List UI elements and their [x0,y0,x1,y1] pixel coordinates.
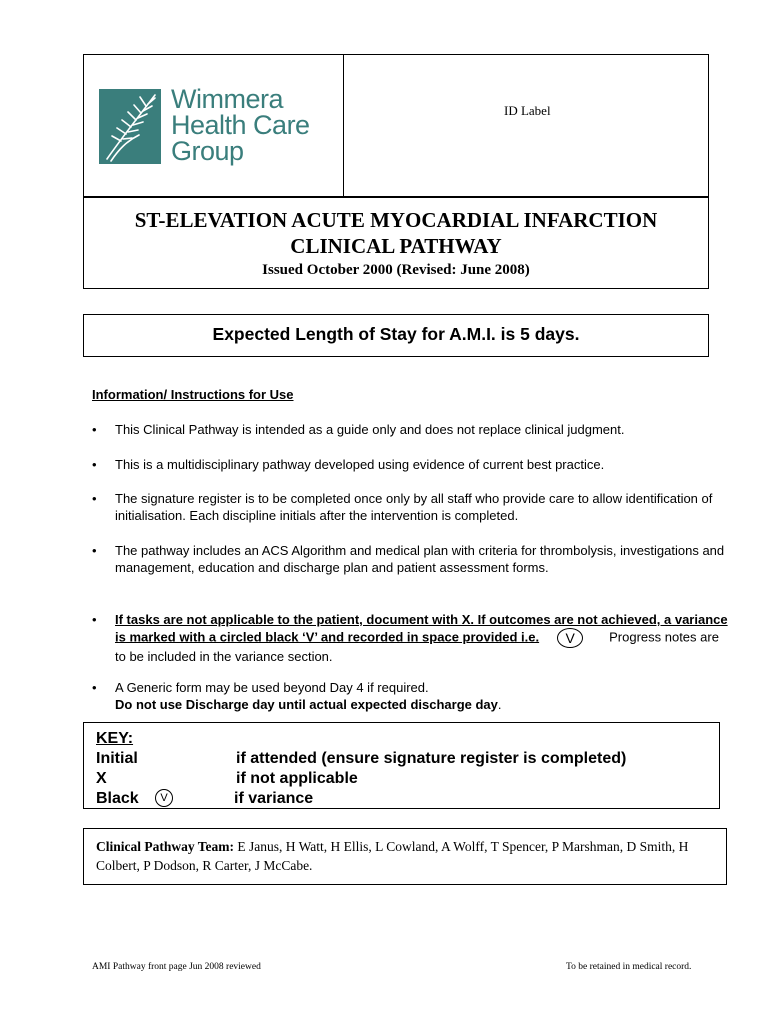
info-heading: Information/ Instructions for Use [92,387,294,402]
length-of-stay-text: Expected Length of Stay for A.M.I. is 5 days. [212,324,580,344]
logo-line-2: Health Care [171,110,310,140]
footer-right: To be retained in medical record. [566,962,692,972]
generic-form-text [115,679,730,713]
header-divider [343,55,344,196]
bullet-text: The pathway includes an ACS Algorithm and medical plan with criteria for thrombolysis, investigations and management, education and discharge plan and patient assessment forms. [115,543,725,575]
issued-date: Issued October 2000 (Revised: June 2008) [262,262,530,278]
logo-line-1: Wimmera [171,84,283,114]
page-title-line-1: ST-ELEVATION ACUTE MYOCARDIAL INFARCTION [134,208,658,232]
wheat-logo-icon [99,89,161,164]
bullet-text: This is a multidisciplinary pathway developed using evidence of current best practice. [115,457,605,472]
key-desc-black: if variance [234,790,314,807]
key-box [83,722,720,809]
bullet-icon: • [92,422,97,437]
key-term-x: X [96,770,107,787]
bullet-icon: • [92,457,97,472]
bullet-icon: • [92,543,97,558]
discharge-warning-end: . [497,697,502,712]
page-title-line-2: CLINICAL PATHWAY [290,234,502,258]
length-of-stay-box [83,314,709,357]
generic-form-line-1: A Generic form may be used beyond Day 4 if required. [115,680,429,695]
bullet-text: The signature register is to be completed once only by all staff who provide care to allow identification of initialisation. Each discipline initials after the intervention is completed. [115,491,713,523]
circled-v-icon: V [557,628,583,648]
team-members: E Janus, H Watt, H Ellis, L Cowland, A Wolff, T Spencer, P Marshman, D Smith, H Colbert, P Dodson, R Carter, J McCabe. [96,839,689,873]
key-desc-initial: if attended (ensure signature register is completed) [236,750,627,767]
discharge-warning: Do not use Discharge day until actual expected discharge day [115,697,498,712]
bullet-icon: • [92,680,97,695]
variance-instruction [115,611,730,665]
key-desc-x: if not applicable [236,770,358,787]
team-box [83,828,727,885]
team-label: Clinical Pathway Team: [96,839,235,854]
logo-text [171,86,341,164]
id-label: ID Label [504,103,551,118]
footer-left: AMI Pathway front page Jun 2008 reviewed [92,962,261,972]
key-heading: KEY: [96,730,134,747]
bullet-icon: • [92,491,97,506]
key-term-black: Black [96,790,139,807]
key-term-initial: Initial [96,750,138,767]
variance-instruction-bold: If tasks are not applicable to the patient, document with X. If outcomes are not achieved, a variance is marked with a circled black ‘V’ and recorded in space provided i.e. [115,612,728,645]
title-box [83,197,709,289]
header-box [83,54,709,197]
team-text [96,837,716,875]
bullet-icon: • [92,612,97,627]
variance-instruction-rest: Progress notes are to be included in the variance section. [115,629,719,664]
circled-v-icon: V [155,789,173,807]
logo-line-3: Group [171,136,244,166]
bullet-text: This Clinical Pathway is intended as a guide only and does not replace clinical judgment. [115,422,625,437]
